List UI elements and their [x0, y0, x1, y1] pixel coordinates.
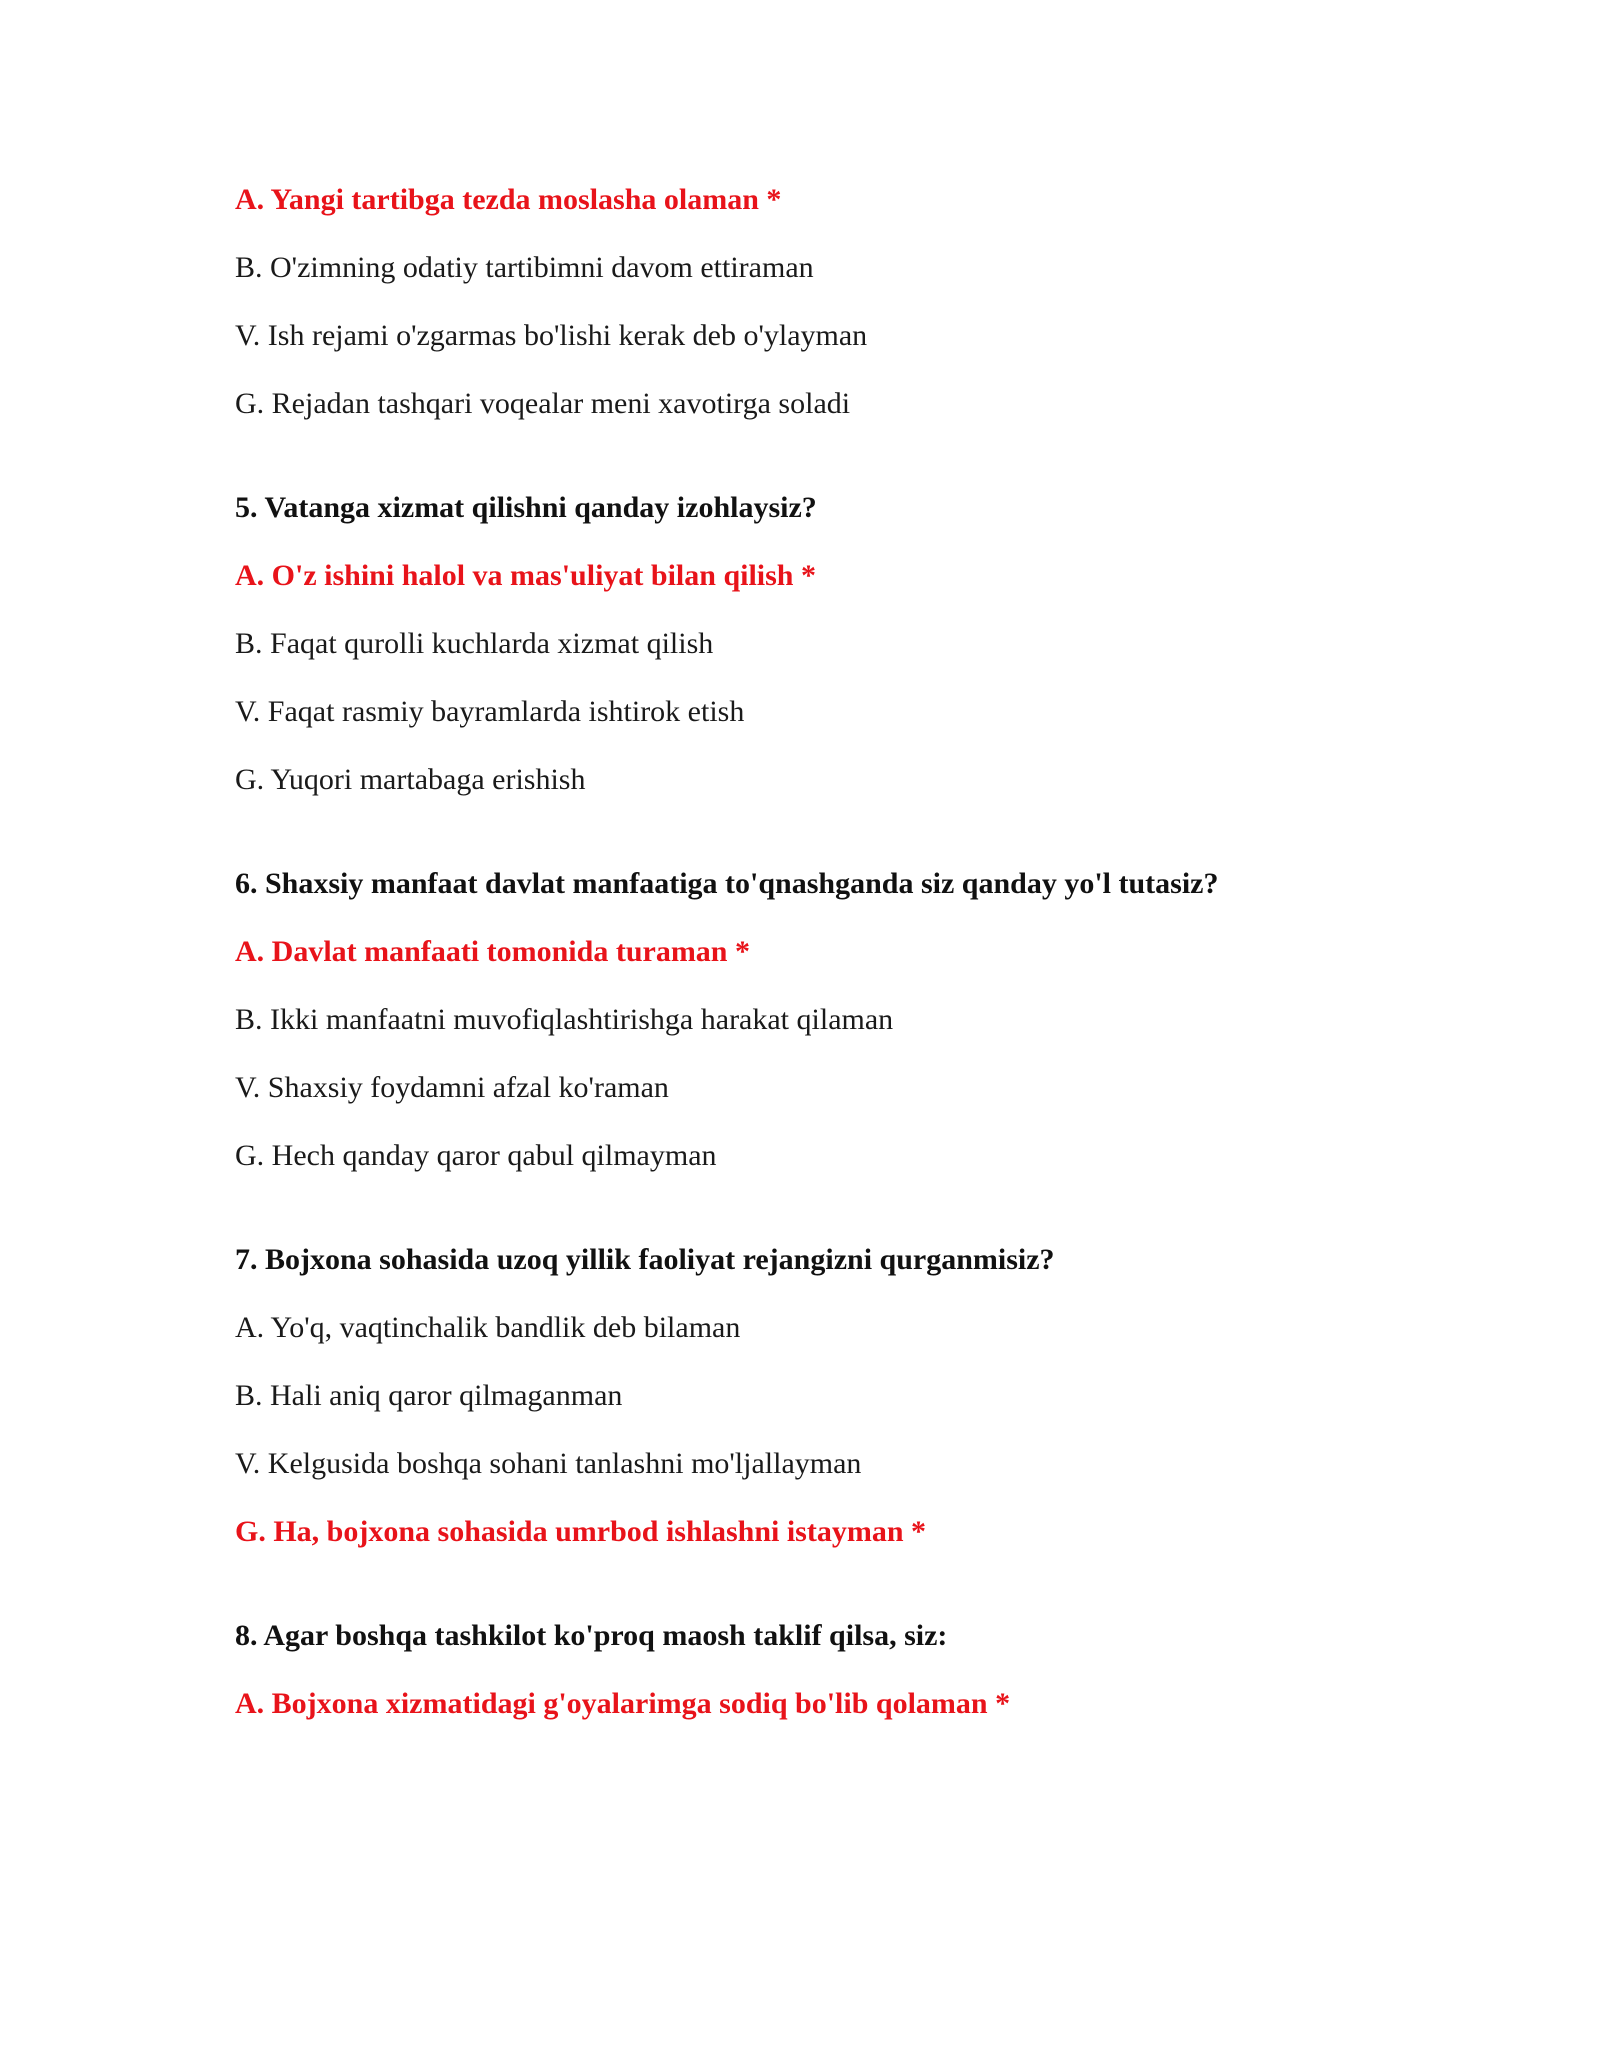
answer-option: G. Rejadan tashqari voqealar meni xavotirga soladi: [235, 387, 851, 420]
answer-option: V. Kelgusida boshqa sohani tanlashni mo'ljallayman: [235, 1447, 862, 1480]
answer-option-correct: A. O'z ishini halol va mas'uliyat bilan qilish *: [235, 559, 816, 592]
answer-option: B. Ikki manfaatni muvofiqlashtirishga harakat qilaman: [235, 1003, 894, 1036]
question-heading: 7. Bojxona sohasida uzoq yillik faoliyat rejangizni qurganmisiz?: [235, 1243, 1055, 1276]
question-heading: 5. Vatanga xizmat qilishni qanday izohlaysiz?: [235, 491, 817, 524]
answer-option: B. Faqat qurolli kuchlarda xizmat qilish: [235, 627, 714, 660]
question-heading: 6. Shaxsiy manfaat davlat manfaatiga to'qnashganda siz qanday yo'l tutasiz?: [235, 867, 1219, 900]
answer-option: V. Ish rejami o'zgarmas bo'lishi kerak deb o'ylayman: [235, 319, 868, 352]
answer-option: B. Hali aniq qaror qilmaganman: [235, 1379, 623, 1412]
answer-option: G. Yuqori martabaga erishish: [235, 763, 586, 796]
answer-option-correct: A. Yangi tartibga tezda moslasha olaman *: [235, 183, 782, 216]
answer-option: V. Faqat rasmiy bayramlarda ishtirok etish: [235, 695, 745, 728]
answer-option-correct: G. Ha, bojxona sohasida umrbod ishlashni istayman *: [235, 1515, 927, 1548]
answer-option: A. Yo'q, vaqtinchalik bandlik deb bilaman: [235, 1311, 741, 1344]
answer-option: B. O'zimning odatiy tartibimni davom ettiraman: [235, 251, 814, 284]
document-page: [235, 182, 1435, 1754]
answer-option: V. Shaxsiy foydamni afzal ko'raman: [235, 1071, 669, 1104]
answer-option-correct: A. Bojxona xizmatidagi g'oyalarimga sodiq bo'lib qolaman *: [235, 1687, 1011, 1720]
answer-option: G. Hech qanday qaror qabul qilmayman: [235, 1139, 717, 1172]
answer-option-correct: A. Davlat manfaati tomonida turaman *: [235, 935, 750, 968]
question-heading: 8. Agar boshqa tashkilot ko'proq maosh taklif qilsa, siz:: [235, 1619, 948, 1652]
